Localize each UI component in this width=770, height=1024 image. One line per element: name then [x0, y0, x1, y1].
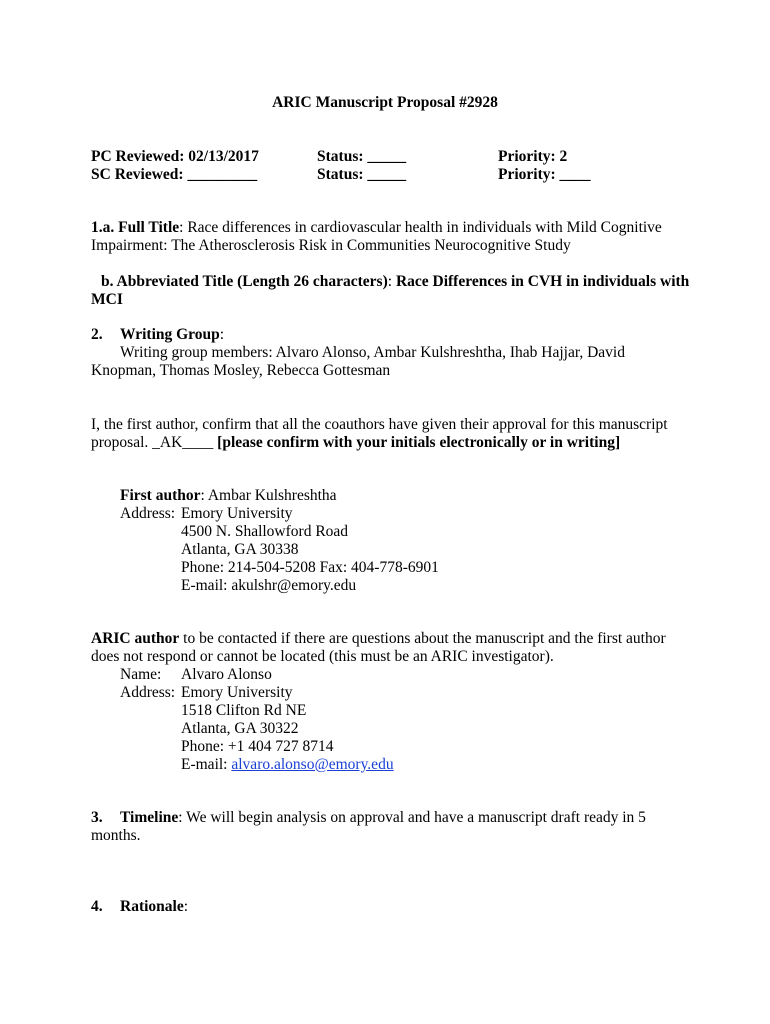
confirm-instruction: [please confirm with your initials electronically or in writing]	[217, 434, 621, 451]
abbrev-title-value-2: MCI	[91, 291, 123, 308]
timeline-line-1	[120, 809, 646, 827]
confirm-line-2	[91, 434, 620, 452]
confirm-line-1: I, the first author, confirm that all the coauthors have given their approval for this manuscript	[91, 416, 668, 433]
aric-author-addr-2: 1518 Clifton Rd NE	[181, 702, 307, 719]
writing-group-number: 2.	[91, 326, 103, 343]
abbrev-title-value-1: Race Differences in CVH in individuals with	[395, 273, 690, 290]
writing-group-heading	[120, 326, 224, 344]
aric-author-text-1: to be contacted if there are questions about the manuscript and the first author	[179, 630, 666, 647]
aric-author-name: Alvaro Alonso	[181, 666, 272, 683]
rationale-label: Rationale	[120, 898, 184, 915]
confirm-initials: proposal. _AK____	[91, 434, 218, 451]
priority-2: Priority: ____	[498, 166, 591, 183]
first-author-addr-1: Emory University	[181, 505, 293, 522]
first-author-address-label: Address:	[120, 505, 176, 522]
pc-reviewed-date: 02/13/2017	[188, 148, 259, 165]
rationale-number: 4.	[91, 898, 103, 915]
timeline-text-1: : We will begin analysis on approval and have a manuscript draft ready in 5	[178, 809, 646, 826]
sc-reviewed-blank: _________	[187, 166, 258, 183]
first-author-email: E-mail: akulshr@emory.edu	[181, 577, 357, 594]
aric-author-line-1	[91, 630, 666, 648]
first-author-addr-2: 4500 N. Shallowford Road	[181, 523, 349, 540]
aric-author-addr-3: Atlanta, GA 30322	[181, 720, 299, 737]
first-author-addr-3: Atlanta, GA 30338	[181, 541, 299, 558]
writing-group-line-2: Knopman, Thomas Mosley, Rebecca Gottesman	[91, 362, 391, 379]
pc-reviewed-label: PC Reviewed:	[91, 148, 185, 165]
first-author-label: First author	[120, 487, 201, 504]
full-title-line-1	[91, 219, 662, 237]
full-title-line-2: Impairment: The Atherosclerosis Risk in Communities Neurocognitive Study	[91, 237, 571, 254]
first-author-line	[120, 487, 337, 505]
writing-group-label: Writing Group	[120, 326, 220, 343]
sc-reviewed-label: SC Reviewed:	[91, 166, 184, 183]
aric-author-email-link[interactable]: alvaro.alonso@emory.edu	[231, 756, 394, 773]
writing-group-colon: :	[219, 326, 225, 343]
first-author-name: : Ambar Kulshreshtha	[200, 487, 337, 504]
aric-author-name-label: Name:	[120, 666, 162, 683]
full-title-label: 1.a. Full Title	[91, 219, 180, 236]
first-author-phone: Phone: 214-504-5208 Fax: 404-778-6901	[181, 559, 439, 576]
aric-author-email-line	[181, 756, 394, 774]
document-title: ARIC Manuscript Proposal #2928	[272, 94, 498, 111]
rationale-colon: :	[183, 898, 189, 915]
aric-author-phone: Phone: +1 404 727 8714	[181, 738, 334, 755]
aric-author-email-label: E-mail:	[181, 756, 232, 773]
abbrev-title-line-1	[101, 273, 689, 291]
timeline-line-2: months.	[91, 827, 141, 844]
abbrev-title-colon: :	[387, 273, 393, 290]
status-1: Status: _____	[317, 148, 407, 165]
status-2: Status: _____	[317, 166, 407, 183]
sc-reviewed	[91, 166, 257, 184]
priority-1: Priority: 2	[498, 148, 568, 165]
pc-reviewed	[91, 148, 259, 166]
aric-author-line-2: does not respond or cannot be located (this must be an ARIC investigator).	[91, 648, 554, 665]
timeline-label: Timeline	[120, 809, 179, 826]
rationale-heading	[120, 898, 188, 916]
full-title-text-1: : Race differences in cardiovascular health in individuals with Mild Cognitive	[179, 219, 662, 236]
abbrev-title-label: b. Abbreviated Title (Length 26 characters)	[101, 273, 388, 290]
writing-group-line-1: Writing group members: Alvaro Alonso, Ambar Kulshreshtha, Ihab Hajjar, David	[120, 344, 625, 361]
timeline-number: 3.	[91, 809, 103, 826]
aric-author-address-label: Address:	[120, 684, 176, 701]
aric-author-label: ARIC author	[91, 630, 180, 647]
aric-author-addr-1: Emory University	[181, 684, 293, 701]
